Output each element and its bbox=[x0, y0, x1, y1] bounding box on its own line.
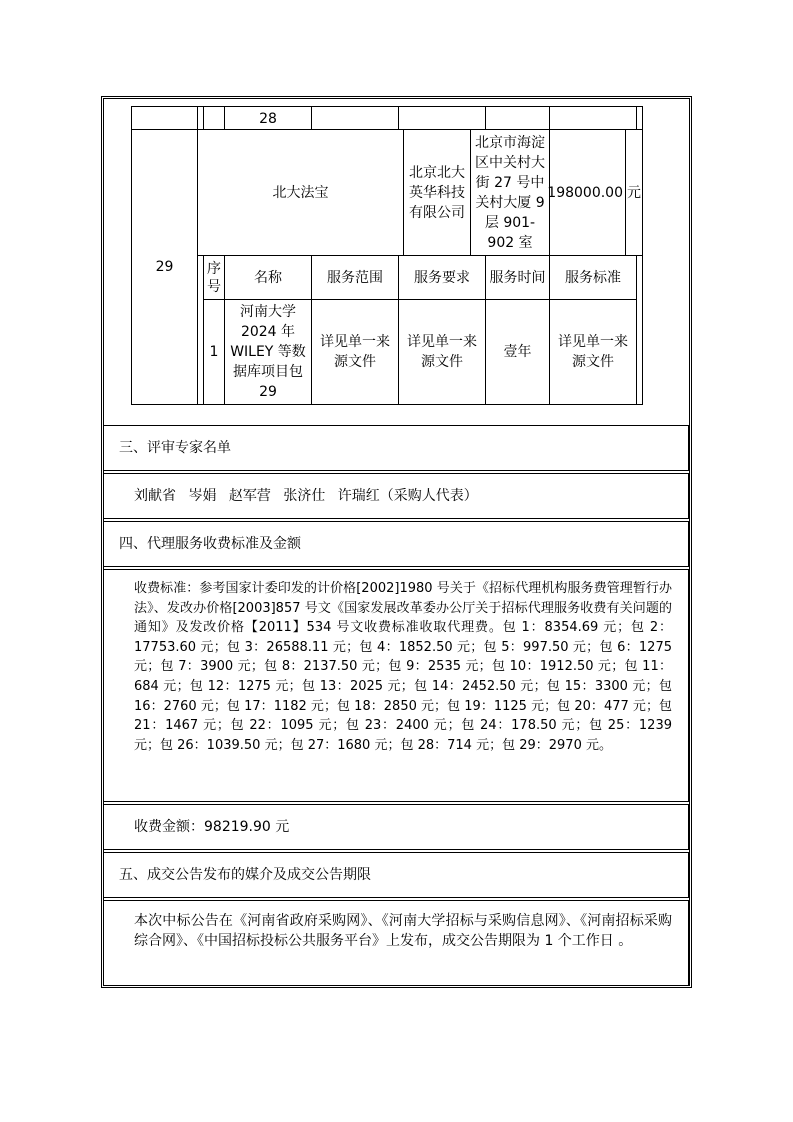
product-name: 北大法宝 bbox=[272, 184, 329, 201]
top-row-c5 bbox=[485, 106, 550, 130]
inner-row-time bbox=[485, 299, 550, 405]
inner-header-name bbox=[224, 255, 312, 300]
inner-header-requirement-text: 服务要求 bbox=[414, 269, 470, 286]
inner-header-scope-text: 服务范围 bbox=[327, 269, 383, 286]
supplier-address: 北京市海淀区中关村大街 27 号中关村大厦 9 层 901-902 室 bbox=[475, 134, 545, 251]
inner-header-standard-text: 服务标准 bbox=[565, 269, 621, 286]
amount-cell bbox=[549, 129, 626, 256]
fee-standard-block bbox=[103, 569, 689, 802]
inner-header-time bbox=[485, 255, 550, 300]
row-index-top bbox=[131, 106, 198, 130]
row-index-29-text: 29 bbox=[155, 259, 174, 275]
top-row-seq-text: 28 bbox=[259, 110, 277, 127]
top-row-c3 bbox=[311, 106, 399, 130]
top-row-c6 bbox=[549, 106, 637, 130]
bid-amount: 198000.00 bbox=[547, 184, 623, 201]
inner-row-standard bbox=[549, 299, 637, 405]
inner-row-time-text: 壹年 bbox=[503, 344, 532, 360]
top-row-c4 bbox=[398, 106, 486, 130]
announcement-block bbox=[103, 900, 689, 986]
inner-header-seq-text: 序号 bbox=[207, 260, 221, 295]
inner-header-scope bbox=[311, 255, 399, 300]
inner-row-requirement-text: 详见单一来源文件 bbox=[407, 334, 477, 370]
inner-header-name-text: 名称 bbox=[254, 269, 282, 286]
inner-row-name-text: 河南大学 2024 年 WILEY 等数据库项目包 29 bbox=[230, 304, 306, 400]
section5-title-row bbox=[103, 852, 689, 898]
inner-header-time-text: 服务时间 bbox=[489, 269, 546, 286]
section5-title: 五、成交公告发布的媒介及成交公告期限 bbox=[119, 867, 371, 883]
amount-unit: 元 bbox=[627, 184, 641, 201]
product-name-cell bbox=[197, 129, 404, 256]
section3-experts-row bbox=[103, 473, 689, 519]
fee-amount-row bbox=[103, 804, 689, 850]
address-cell bbox=[470, 129, 550, 256]
section4-title: 四、代理服务收费标准及金额 bbox=[119, 536, 301, 552]
inner-header-standard bbox=[549, 255, 637, 300]
announcement-text: 本次中标公告在《河南省政府采购网》、《河南大学招标与采购信息网》、《河南招标采购综合网》、《中国招标投标公共服务平台》上发布，成交公告期限为 1 个工作日 。 bbox=[134, 913, 672, 949]
inner-row-seq-text: 1 bbox=[209, 344, 219, 360]
inner-row-standard-text: 详见单一来源文件 bbox=[558, 334, 628, 370]
unit-cell bbox=[625, 129, 643, 256]
section3-title-row bbox=[103, 425, 689, 471]
section3-title: 三、评审专家名单 bbox=[119, 440, 231, 456]
supplier-cell bbox=[403, 129, 471, 256]
inner-row-scope-text: 详见单一来源文件 bbox=[320, 334, 390, 370]
inner-row-scope bbox=[311, 299, 399, 405]
inner-row-requirement bbox=[398, 299, 486, 405]
supplier-name: 北京北大英华科技有限公司 bbox=[409, 164, 465, 221]
section4-title-row bbox=[103, 521, 689, 567]
expert-list: 刘献省 岑娟 赵军营 张济仕 许瑞红（采购人代表） bbox=[134, 488, 478, 504]
inner-header-requirement bbox=[398, 255, 486, 300]
inner-row-seq bbox=[203, 299, 225, 405]
fee-amount: 收费金额：98219.90 元 bbox=[134, 819, 290, 835]
inner-row-name bbox=[224, 299, 312, 405]
inner-header-seq bbox=[203, 255, 225, 300]
top-row-seq bbox=[224, 106, 312, 130]
row-index-29 bbox=[131, 129, 198, 405]
fee-standard-text: 收费标准：参考国家计委印发的计价格[2002]1980 号关于《招标代理机构服务费管理暂行办法》、发改办价格[2003]857 号文《国家发展改革委办公厅关于招标代理服务收费有关问题的通知》及发改价格【2011】534 号文收费标准收取代理费。包 1：8354.69 元；包 2：17753.60 元；包 3：26588.11 元；包 4：1852.50 元；包 5：997.50 元；包 6：1275 元；包 7：3900 元；包 8：2137.50 元；包 9：2535 元；包 10：1912.50 元；包 11：684 元；包 12：1275 元；包 13：2025 元；包 14：2452.50 元；包 15：3300 元；包 16：2760 元；包 17：1182 元；包 18：2850 元；包 19：1125 元；包 20：477 元；包 21：1467 元；包 22：1095 元；包 23：2400 元；包 24：178.50 元；包 25：1239 元；包 26：1039.50 元；包 27：1680 元；包 28：714 元；包 29：2970 元。 bbox=[134, 581, 672, 753]
top-row-seq-blank bbox=[203, 106, 225, 130]
